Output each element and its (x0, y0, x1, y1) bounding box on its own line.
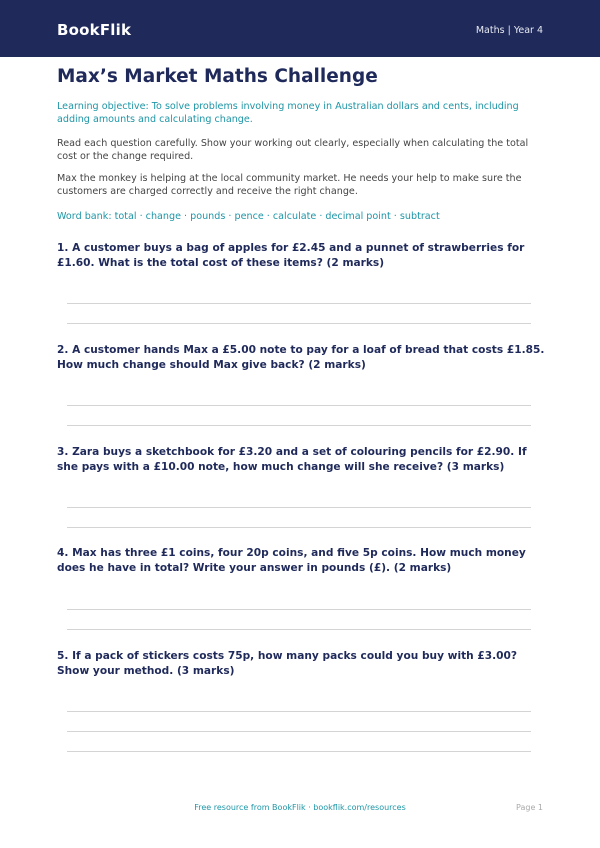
page-number: Page 1 (516, 803, 543, 812)
answer-line (67, 731, 531, 732)
answer-line (67, 751, 531, 752)
question-3: 3. Zara buys a sketchbook for £3.20 and a set of colouring pencils for £2.90. If she pays with a £10.00 note, how much change will she receive? (3 marks) (57, 446, 527, 473)
brand-logo-text: BookFlik (57, 21, 132, 39)
answer-line (67, 323, 531, 324)
question-5: 5. If a pack of stickers costs 75p, how many packs could you buy with £3.00? Show your method. (3 marks) (57, 650, 518, 677)
answer-line (67, 609, 531, 610)
page-title: Max’s Market Maths Challenge (57, 66, 378, 87)
story-paragraph: Max the monkey is helping at the local community market. He needs your help to make sure the customers are charged correctly and receive the right change. (57, 173, 522, 197)
subject-year-label: Maths | Year 4 (475, 25, 543, 36)
answer-line (67, 507, 531, 508)
question-2: 2. A customer hands Max a £5.00 note to pay for a loaf of bread that costs £1.85. How much change should Max give back? (2 marks) (57, 344, 545, 371)
question-4: 4. Max has three £1 coins, four 20p coins, and five 5p coins. How much money does he have in total? Write your answer in pounds (£). (2 marks) (57, 547, 526, 574)
footer-credit: Free resource from BookFlik · bookflik.com/resources (194, 803, 406, 812)
answer-line (67, 405, 531, 406)
learning-objective: Learning objective: To solve problems involving money in Australian dollars and cents, including adding amounts and calculating change. (57, 101, 519, 125)
answer-line (67, 425, 531, 426)
answer-line (67, 527, 531, 528)
instructions-paragraph: Read each question carefully. Show your working out clearly, especially when calculating the total cost or the change required. (57, 138, 529, 162)
answer-line (67, 629, 531, 630)
question-1: 1. A customer buys a bag of apples for £2.45 and a punnet of strawberries for £1.60. What is the total cost of these items? (2 marks) (57, 242, 525, 269)
answer-line (67, 303, 531, 304)
answer-line (67, 711, 531, 712)
page-header (0, 0, 600, 57)
word-bank: Word bank: total · change · pounds · pence · calculate · decimal point · subtract (57, 211, 440, 222)
